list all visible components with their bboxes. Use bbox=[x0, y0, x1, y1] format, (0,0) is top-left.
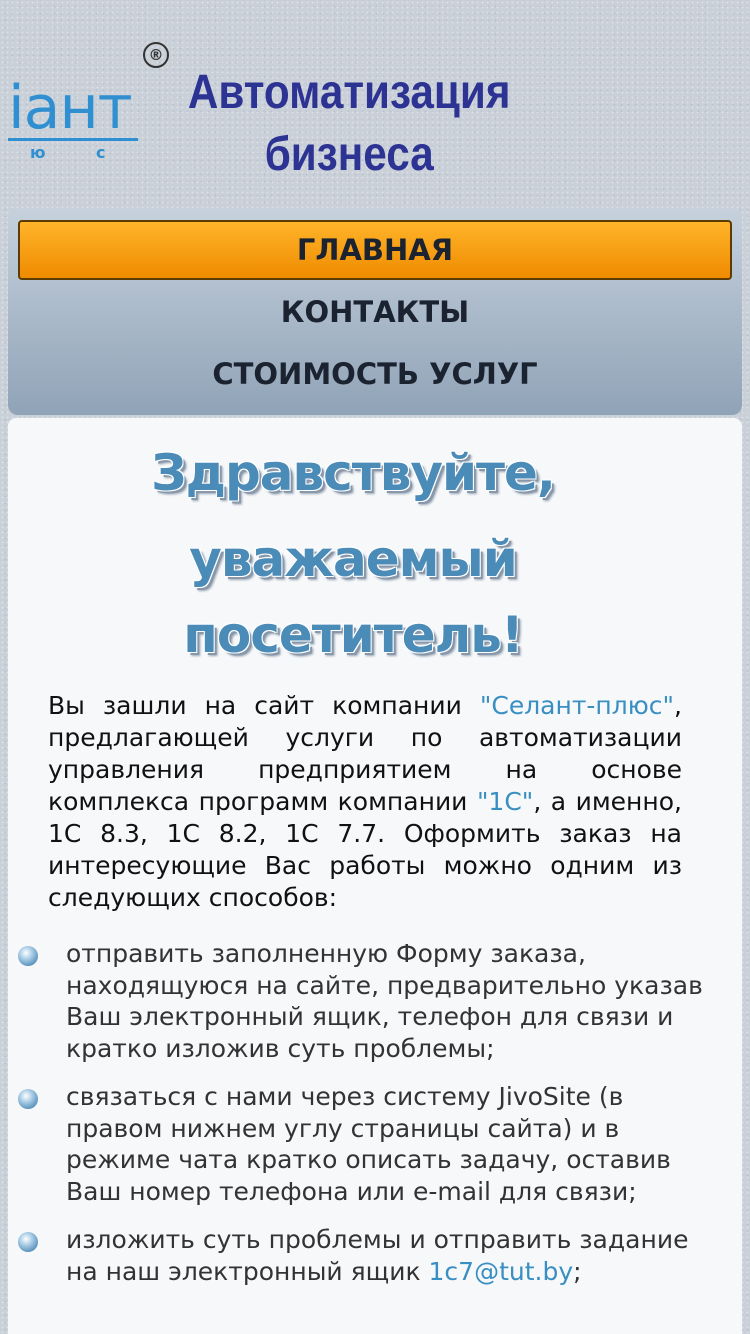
way-text-2: связаться с нами через систему JivoSite (в правом нижнем углу страницы сайта) и в режиме чата кратко описать задачу, оставив Ваш номер телефона или e-mail для связи; bbox=[66, 1082, 671, 1206]
email-link[interactable]: 1c7@tut.by bbox=[428, 1256, 574, 1286]
contact-ways-list bbox=[16, 938, 716, 1304]
main-navigation bbox=[8, 208, 742, 415]
bullet-icon bbox=[18, 1232, 38, 1252]
way-text-3: изложить суть проблемы и отправить задание на наш электронный ящик bbox=[66, 1225, 689, 1286]
main-content bbox=[8, 418, 742, 1334]
greeting-line-2: уважаемый bbox=[189, 530, 517, 588]
intro-text-1: Вы зашли на сайт компании bbox=[48, 691, 480, 720]
intro-text-2: , предлагающей услуги по автоматизации управления предприятием на основе комплекса программ компании bbox=[48, 691, 682, 816]
bullet-icon bbox=[18, 946, 38, 966]
logo-sub-right: с bbox=[96, 143, 106, 162]
nav-item-contacts[interactable]: КОНТАКТЫ bbox=[280, 295, 470, 329]
list-item bbox=[16, 1081, 716, 1207]
logo-text: іант bbox=[8, 73, 132, 143]
company-logo[interactable] bbox=[8, 73, 132, 143]
company-link[interactable]: "Селант-плюс" bbox=[479, 691, 675, 720]
bullet-icon bbox=[18, 1089, 38, 1109]
intro-paragraph bbox=[48, 690, 682, 914]
list-item bbox=[16, 1224, 716, 1287]
nav-item-home[interactable]: ГЛАВНАЯ bbox=[18, 220, 732, 280]
greeting-line-1: Здравствуйте, bbox=[151, 444, 555, 502]
nav-item-prices[interactable]: СТОИМОСТЬ УСЛУГ bbox=[212, 357, 538, 391]
list-item bbox=[16, 938, 716, 1064]
greeting-line-3: посетитель! bbox=[183, 606, 523, 664]
logo-sub-left: ю bbox=[30, 143, 46, 162]
registered-mark-icon: ® bbox=[143, 42, 169, 68]
way-text-1: отправить заполненную Форму заказа, находящуюся на сайте, предварительно указав Ваш электронный ящик, телефон для связи и кратко изложив суть проблемы; bbox=[66, 939, 703, 1063]
way-text-3-end: ; bbox=[573, 1256, 582, 1286]
site-header bbox=[0, 0, 750, 205]
logo-subline bbox=[8, 138, 138, 162]
vendor-link[interactable]: "1С" bbox=[476, 787, 534, 816]
site-tagline: Автоматизация бизнеса bbox=[187, 66, 511, 181]
intro-text-3: , а именно, 1С 8.3, 1С 8.2, 1С 7.7. Оформить заказ на интересующие Вас работы можно одним из следующих способов: bbox=[48, 787, 682, 912]
